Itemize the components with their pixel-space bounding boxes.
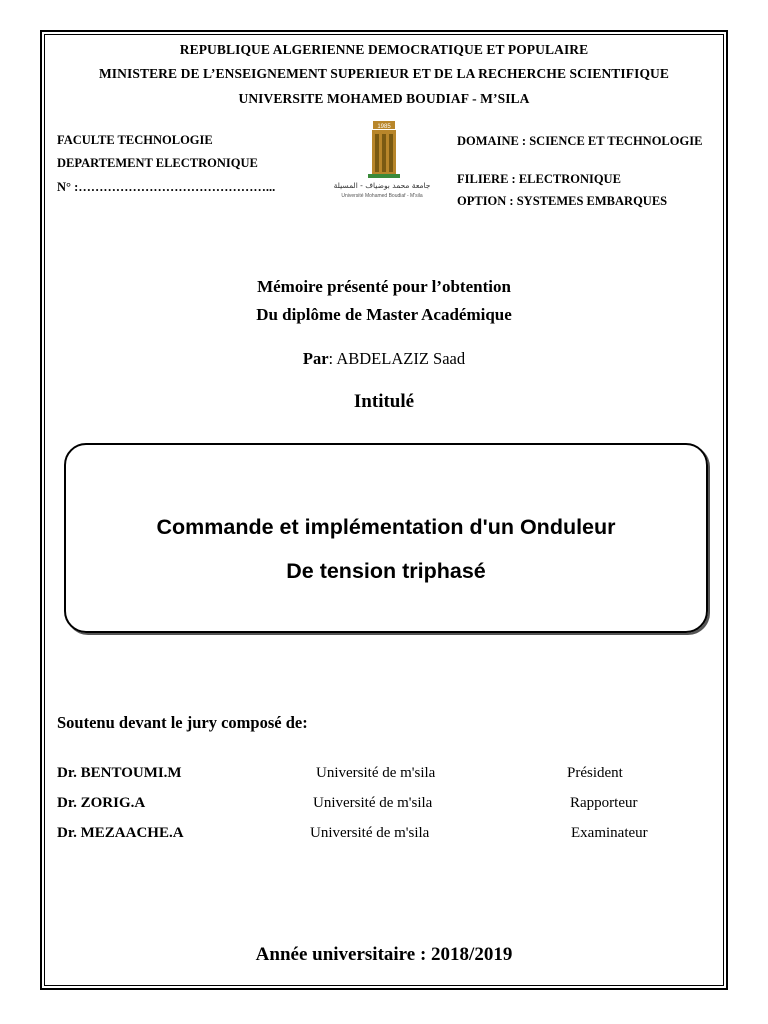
thesis-title-line2: De tension triphasé bbox=[286, 559, 486, 583]
filiere-label: FILIERE : ELECTRONIQUE bbox=[457, 172, 621, 186]
department-label: DEPARTEMENT ELECTRONIQUE bbox=[57, 156, 258, 170]
logo-arabic-text: جامعة محمد بوضياف - المسيلة bbox=[333, 181, 431, 190]
jury-member-name: Dr. MEZAACHE.A bbox=[57, 825, 184, 841]
author-name: : ABDELAZIZ Saad bbox=[328, 349, 466, 368]
author-label: Par bbox=[302, 349, 329, 368]
jury-member-university: Université de m'sila bbox=[316, 765, 436, 781]
faculty-label: FACULTE TECHNOLOGIE bbox=[57, 133, 213, 147]
logo-latin-text: Université Mohamed Boudiaf - M'sila bbox=[341, 193, 423, 199]
header-ministry: MINISTERE DE L’ENSEIGNEMENT SUPERIEUR ET DE LA RECHERCHE SCIENTIFIQUE bbox=[98, 66, 670, 81]
intitule-heading: Intitulé bbox=[353, 391, 415, 412]
memoire-line1: Mémoire présenté pour l’obtention bbox=[257, 277, 511, 296]
university-logo-icon bbox=[332, 118, 432, 202]
academic-year: Année universitaire : 2018/2019 bbox=[255, 944, 513, 965]
jury-member-role: Président bbox=[567, 765, 623, 781]
jury-member-university: Université de m'sila bbox=[313, 795, 433, 811]
header-republic: REPUBLIQUE ALGERIENNE DEMOCRATIQUE ET POPULAIRE bbox=[179, 42, 589, 57]
author-line bbox=[44, 349, 724, 369]
domain-label: DOMAINE : SCIENCE ET TECHNOLOGIE bbox=[457, 134, 703, 148]
jury-heading: Soutenu devant le jury composé de: bbox=[57, 713, 308, 732]
memoire-line2: Du diplôme de Master Académique bbox=[256, 305, 512, 324]
jury-member-role: Examinateur bbox=[571, 825, 648, 841]
jury-member-university: Université de m'sila bbox=[310, 825, 430, 841]
logo-year: 1985 bbox=[377, 124, 391, 130]
option-label: OPTION : SYSTEMES EMBARQUES bbox=[457, 194, 668, 208]
jury-member-role: Rapporteur bbox=[570, 795, 638, 811]
document-number: N° :………………………………………... bbox=[57, 180, 276, 194]
header-university: UNIVERSITE MOHAMED BOUDIAF - M’SILA bbox=[238, 91, 530, 106]
thesis-title-line1: Commande et implémentation d'un Onduleur bbox=[156, 515, 616, 539]
jury-member-name: Dr. ZORIG.A bbox=[57, 795, 146, 811]
jury-member-name: Dr. BENTOUMI.M bbox=[57, 765, 182, 781]
